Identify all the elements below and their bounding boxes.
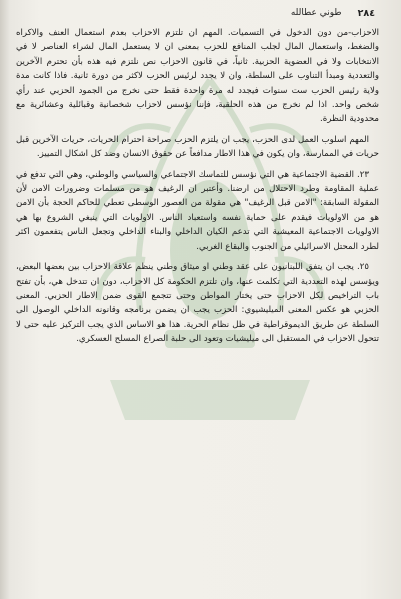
- paragraph-4: ٢٥. يجب ان يتفق اللبنانيون على عقد وطني او ميثاق وطني ينظم علاقة الاحزاب بين بعضها البعض، ويؤسس لهذه التعددية التي تكلمت عنها، وان تلتزم الحكومة كل الاحزاب، دون ان تتدخل هي، بأن تفتح باب التراخيص لكل الاحزاب حتى يختار المواطن وحتى تتجمع القوى ضمن الاطار الحزبي. المعنى الحزبي هو عكس المعنى الميليشيوي: الحزب يجب ان يضمن برنامجه وقانونه الداخلي الوصول الى السلطة عن طريق الديموقراطية في ظل نظام الحرية. هذا هو الاساس الذي يجب التركيز عليه حتى لا تتحول الاحزاب في المستقبل الى ميليشيات وتعود الى حلبة الصراع المسلح العسكري.: [16, 262, 379, 345]
- paragraph-1: الاحزاب-من دون الدخول في التسميات. المهم ان تلتزم الاحزاب بعدم استعمال العنف والاكراه والضغط، واستعمال المال لجلب المنافع للحزب بمعنى ان لا يستعمل المال لشراء العناصر لا في الانتخابات ولا في العضوية الحزبية. ثانياً، في قانون الاحزاب نص نلتزم فيه هذه بأن تحترم الآخرين والتعددية ومبدأ التناوب على السلطة، وان لا يجدد لرئيس الحزب لاكثر من دورة ثانية. فاذا كانت مدة ولاية رئيس الحزب ست سنوات فيجدد له مرة واحدة فقط حتى نخرج من الجمود الحزبي عند رأي شخص واحد. اذا لم نخرج من هذه الحلقية، فإننا نؤسس لاحزاب شخصانية وقبائلية وعشائرية مع محدودية النظرة.: [16, 28, 379, 125]
- page-number: ٢٨٤: [357, 7, 375, 19]
- body-text: [16, 26, 379, 353]
- paragraph-3: ٢٣. القضية الاجتماعية هي التي نؤسس للتماسك الاجتماعي والسياسي والوطني، وهي التي تدفع في عملية المقاومة وطرد الاحتلال من ارضنا. وأعتبر ان الرغيف هو من مسلمات وضرورات الامن لأن المقولة السابقة: "الامن قبل الرغيف" هي مقولة من العصور الوسطى تعطي للحاكم الحجة بأن الامن هو من الاولويات فيقدم على حماية نفسه واستعباد الناس. الاولويات التي ينبغي الشروع بها هي الاولويات الاجتماعية المعيشية التي تدعم الكيان الداخلي والبناء الداخلي وتجعل الناس يتفعمون اكثر لطرد المحتل الاسرائيلي من الجنوب والبقاع الغربي.: [16, 169, 379, 252]
- running-author: طوني عطالله: [290, 8, 342, 18]
- paragraph-2: المهم اسلوب العمل لدى الحزب، يجب ان يلتزم الحزب صراحة احترام الحريات، حريات الآخرين قبل حريات في الممارسة، وان يكون في هذا الاطار مدافعاً عن حقوق الانسان وضد كل اشكال التمييز.: [16, 134, 379, 160]
- page-header: [20, 6, 375, 20]
